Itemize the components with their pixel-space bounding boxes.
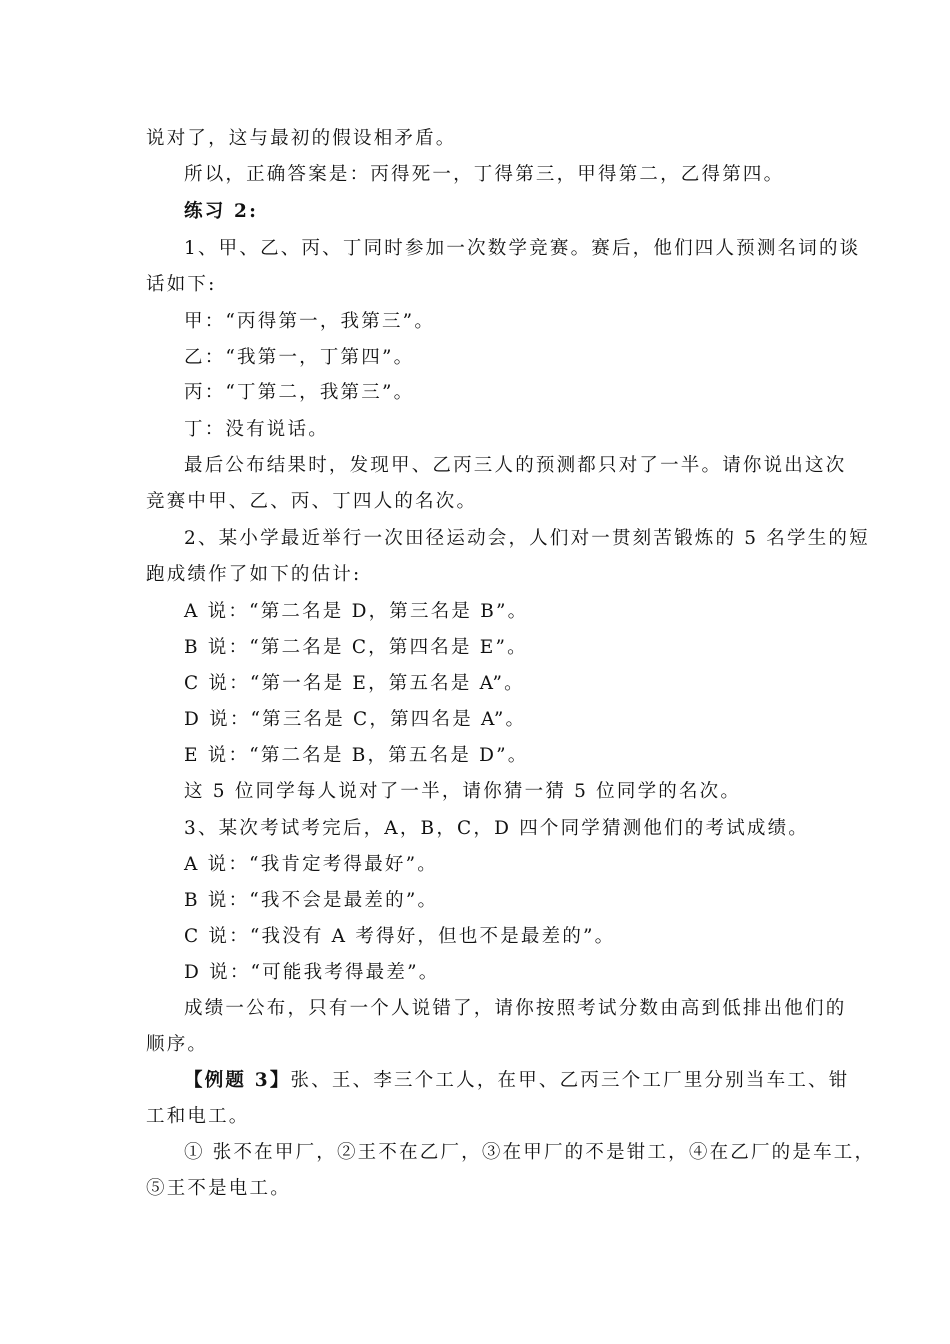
text-line: 乙：“我第一，丁第四”。 — [184, 347, 415, 368]
text-line: 1、甲、乙、丙、丁同时参加一次数学竞赛。赛后，他们四人预测名词的谈 — [184, 238, 861, 259]
text-line: 工和电工。 — [146, 1106, 250, 1127]
text-line: 2、某小学最近举行一次田径运动会，人们对一贯刻苦锻炼的 5 名学生的短 — [184, 528, 870, 549]
text-line: B 说：“我不会是最差的”。 — [184, 890, 439, 911]
text-line: 所以，正确答案是：丙得死一，丁得第三，甲得第二，乙得第四。 — [184, 164, 785, 185]
text-line: 这 5 位同学每人说对了一半，请你猜一猜 5 位同学的名次。 — [184, 781, 742, 802]
text-line: ① 张不在甲厂，②王不在乙厂，③在甲厂的不是钳工，④在乙厂的是车工， — [184, 1142, 876, 1163]
example-line — [184, 1069, 849, 1093]
text-line: ⑤王不是电工。 — [146, 1178, 291, 1199]
section-heading: 练习 2: — [184, 201, 259, 222]
text-line: 话如下: — [146, 274, 217, 295]
text-line: C 说：“第一名是 E，第五名是 A”。 — [184, 673, 525, 694]
text-line: D 说：“可能我考得最差”。 — [184, 962, 440, 983]
example-label: 【例题 3】 — [184, 1070, 291, 1091]
text-line: 3、某次考试考完后，A，B，C，D 四个同学猜测他们的考试成绩。 — [184, 818, 809, 839]
text-line: B 说：“第二名是 C，第四名是 E”。 — [184, 637, 528, 658]
text-line: 最后公布结果时，发现甲、乙丙三人的预测都只对了一半。请你说出这次 — [184, 455, 847, 476]
text-line: 丙：“丁第二，我第三”。 — [184, 382, 415, 403]
text-line: 丁：没有说话。 — [184, 419, 329, 440]
text-line: 跑成绩作了如下的估计: — [146, 564, 362, 585]
text-line: 甲：“丙得第一，我第三”。 — [184, 311, 436, 332]
text-line: 竞赛中甲、乙、丙、丁四人的名次。 — [146, 491, 478, 512]
text-line: 顺序。 — [146, 1034, 209, 1055]
text-line: A 说：“第二名是 D，第三名是 B”。 — [184, 601, 529, 622]
text-line: C 说：“我没有 A 考得好，但也不是最差的”。 — [184, 926, 616, 947]
text-line: E 说：“第二名是 B，第五名是 D”。 — [184, 745, 529, 766]
text-line: D 说：“第三名是 C，第四名是 A”。 — [184, 709, 527, 730]
text-line: 说对了，这与最初的假设相矛盾。 — [146, 128, 457, 149]
example-text: 张、王、李三个工人，在甲、乙丙三个工厂里分别当车工、钳 — [290, 1070, 850, 1091]
text-line: 成绩一公布，只有一个人说错了，请你按照考试分数由高到低排出他们的 — [184, 998, 847, 1019]
text-line: A 说：“我肯定考得最好”。 — [184, 854, 438, 875]
